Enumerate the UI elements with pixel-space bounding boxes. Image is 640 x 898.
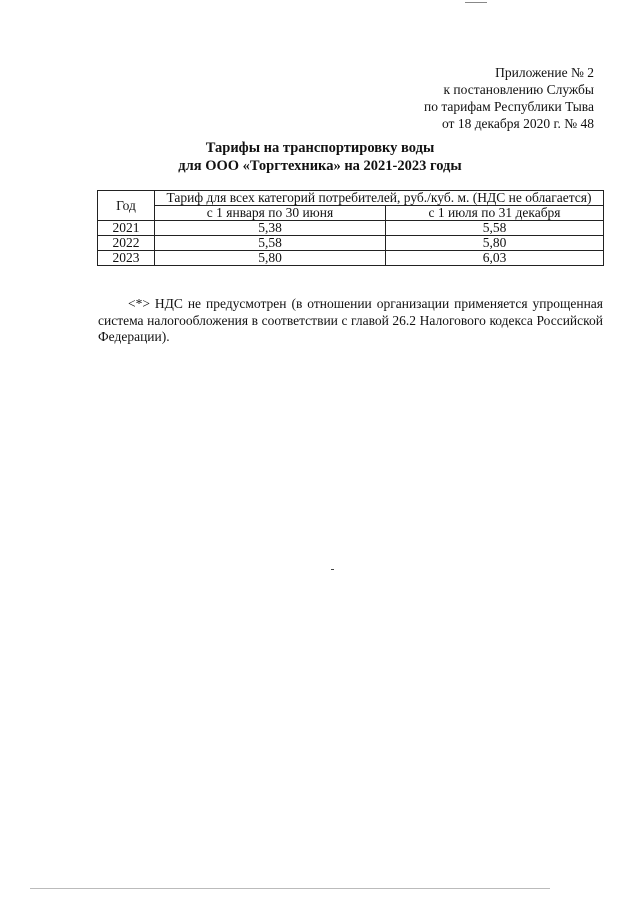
period2-cell: 5,80: [386, 236, 604, 251]
year-cell: 2021: [98, 221, 155, 236]
table-row: [98, 251, 604, 266]
footnote-text: <*> НДС не предусмотрен (в отношении организации применяется упрощенная система налогообложения в соответствии с главой 26.2 Налогового кодекса Российской Федерации).: [98, 296, 603, 344]
year-cell: 2023: [98, 251, 155, 266]
scan-speck: [331, 569, 334, 570]
period2-header: с 1 июля по 31 декабря: [386, 206, 604, 221]
period1-cell: 5,38: [155, 221, 386, 236]
period1-cell: 5,80: [155, 251, 386, 266]
table-subheader-row: [98, 206, 604, 221]
table-header-row: [98, 191, 604, 206]
tariff-table: [97, 190, 604, 266]
table-row: [98, 236, 604, 251]
appendix-number: Приложение № 2: [495, 65, 594, 80]
vat-footnote: [98, 296, 603, 346]
year-cell: 2022: [98, 236, 155, 251]
period2-cell: 6,03: [386, 251, 604, 266]
appendix-agency: по тарифам Республики Тыва: [424, 99, 594, 114]
scan-speck: [465, 2, 487, 3]
appendix-resolution: к постановлению Службы: [443, 82, 594, 97]
appendix-date: от 18 декабря 2020 г. № 48: [441, 116, 594, 131]
period1-cell: 5,58: [155, 236, 386, 251]
year-column-header: Год: [98, 191, 155, 221]
period1-header: с 1 января по 30 июня: [155, 206, 386, 221]
table-row: [98, 221, 604, 236]
document-subtitle: для ООО «Торгтехника» на 2021-2023 годы: [178, 158, 462, 174]
document-title: Тарифы на транспортировку воды: [205, 140, 435, 156]
appendix-header: [294, 64, 594, 132]
period2-cell: 5,58: [386, 221, 604, 236]
tariff-column-header: Тариф для всех категорий потребителей, руб./куб. м. (НДС не облагается): [155, 191, 604, 206]
scan-edge-line: [30, 888, 550, 889]
